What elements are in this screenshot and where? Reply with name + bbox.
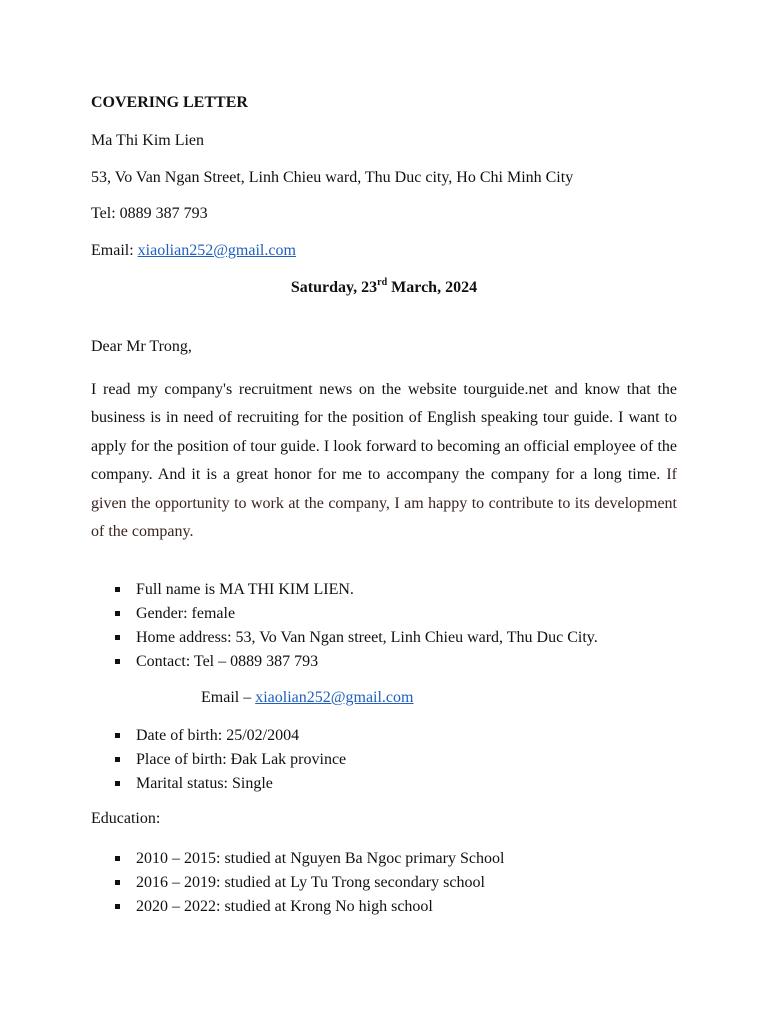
personal-info-list — [91, 578, 598, 674]
date-prefix: Saturday, 23 — [290, 279, 378, 296]
personal-info-list-2 — [91, 724, 346, 796]
list-item: Contact: Tel – 0889 387 793 — [91, 650, 598, 674]
body-main: I read my company's recruitment news on the website tourguide.net and know that the business is in need of recruiting for the position of English speaking tour guide. I want to apply for the position of tour guide. I look forward to becoming an official employee of the company. And it is a great honor for me to accompany the company for a long time. — [91, 381, 677, 484]
letter-title: COVERING LETTER — [91, 94, 248, 111]
sender-address: 53, Vo Van Ngan Street, Linh Chieu ward, Thu Duc city, Ho Chi Minh City — [91, 169, 574, 186]
list-item: Date of birth: 25/02/2004 — [91, 724, 346, 748]
body-tail: If given the opportunity to work at the company, I am happy to contribute to its development of the company. — [91, 466, 677, 541]
contact-email-line — [201, 688, 413, 708]
sender-name: Ma Thi Kim Lien — [91, 132, 205, 149]
list-item: Place of birth: Đak Lak province — [91, 748, 346, 772]
list-item: 2010 – 2015: studied at Nguyen Ba Ngoc primary School — [91, 847, 504, 871]
education-list — [91, 847, 504, 919]
email-label: Email: — [91, 242, 138, 259]
letter-date — [91, 278, 677, 298]
list-item: 2016 – 2019: studied at Ly Tu Trong secondary school — [91, 871, 504, 895]
list-item: Marital status: Single — [91, 772, 346, 796]
date-ordinal: rd — [377, 277, 388, 288]
sender-tel: Tel: 0889 387 793 — [91, 205, 208, 222]
list-item: 2020 – 2022: studied at Krong No high school — [91, 895, 504, 919]
list-item: Home address: 53, Vo Van Ngan street, Linh Chieu ward, Thu Duc City. — [91, 626, 598, 650]
contact-email-link[interactable]: xiaolian252@gmail.com — [255, 689, 414, 706]
date-suffix: March, 2024 — [387, 279, 478, 296]
list-item: Gender: female — [91, 602, 598, 626]
list-item: Full name is MA THI KIM LIEN. — [91, 578, 598, 602]
greeting: Dear Mr Trong, — [91, 338, 192, 355]
email-link[interactable]: xiaolian252@gmail.com — [137, 242, 296, 259]
education-heading: Education: — [91, 810, 161, 827]
body-paragraph — [91, 376, 677, 546]
contact-email-label: Email – — [201, 689, 256, 706]
sender-email-line — [91, 241, 296, 261]
